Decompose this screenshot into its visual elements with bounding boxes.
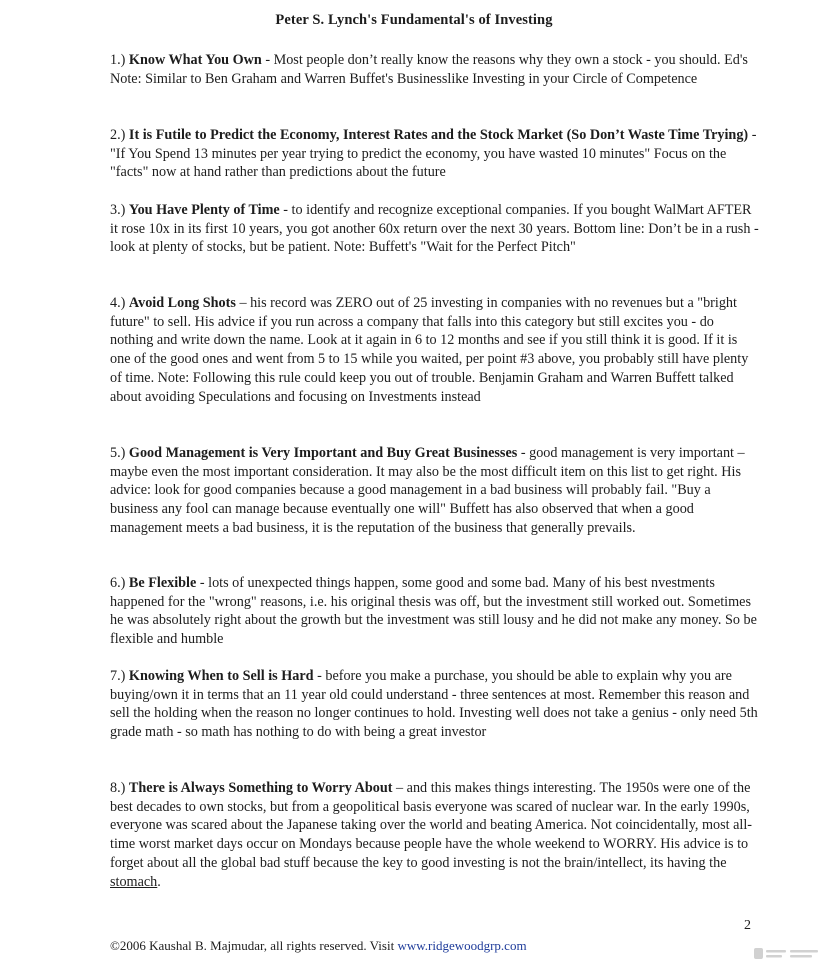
- item-body: - lots of unexpected things happen, some good and some bad. Many of his best nvestments happened for the "wrong" reasons, i.e. his original thesis was off, but the investment still worked out. Sometimes he was absolutely right about the growth but the investment was still lousy and he did not make any money. So be flexible and humble: [110, 575, 757, 648]
- list-item-4: [110, 294, 760, 406]
- page-title: Peter S. Lynch's Fundamental's of Investing: [275, 12, 553, 28]
- item-body: - good management is very important – maybe even the most important consideration. It may also be the most difficult item on this list to get right. His advice: look for good companies because a good management in a bad business will probably fail. "Buy a business any fool can manage because eventually one will" Buffett has also observed that when a good management meets a bad business, it is the reputation of the business that generally prevails.: [110, 445, 745, 536]
- item-end: .: [157, 873, 161, 890]
- item-number: 7.): [110, 668, 126, 684]
- item-body: - Most people don’t really know the reasons why they own a stock - you should. Ed's Note: Similar to Ben Graham and Warren Buffet's Businesslike Investing in your Circle of Competence: [110, 52, 748, 87]
- list-item-1: [110, 51, 760, 88]
- item-body: - before you make a purchase, you should be able to explain why you are buying/own it in terms that an 11 year old could understand - three sentences at most. Remember this reason and sell the holding when the reason no longer continues to hold. Investing well does not take a genius - only need 5th grade math - so math has nothing to do with being a great investor: [110, 668, 758, 741]
- watermark-icon: [753, 944, 821, 964]
- list-item-7: [110, 667, 760, 742]
- list-item-5: [110, 444, 760, 538]
- item-number: 1.): [110, 52, 126, 68]
- item-number: 2.): [110, 127, 126, 143]
- item-heading: It is Futile to Predict the Economy, Interest Rates and the Stock Market (So Don’t Waste Time Trying): [128, 127, 749, 143]
- item-body: - "If You Spend 13 minutes per year trying to predict the economy, you have wasted 10 minutes" Focus on the "facts" now at hand rather than predictions about the future: [110, 127, 757, 181]
- item-heading: Know What You Own: [128, 52, 262, 68]
- list-item-8: [110, 779, 760, 891]
- item-heading: You Have Plenty of Time: [128, 202, 280, 218]
- item-number: 6.): [110, 575, 126, 591]
- item-heading: There is Always Something to Worry About: [128, 780, 393, 796]
- footer-copyright: ©2006 Kaushal B. Majmudar, all rights reserved. Visit: [110, 938, 398, 953]
- list-item-6: [110, 574, 760, 649]
- item-number: 4.): [110, 295, 126, 311]
- list-item-2: [110, 126, 760, 182]
- item-body: – and this makes things interesting. The 1950s were one of the best decades to own stocks, but from a geopolitical basis everyone was scared of nuclear war. In the early 1990s, everyone was scared about the Japanese taking over the world and beating America. Not coincidentally, most all-time worst market days occur on Mondays because people have the whole weekend to WORRY. His advice is to forget about all the global bad stuff because the key to good investing is not the brain/intellect, its having the: [110, 780, 753, 871]
- item-number: 5.): [110, 445, 126, 461]
- item-body: – his record was ZERO out of 25 investing in companies with no revenues but a "bright future" to sell. His advice if you run across a company that falls into this category but still excites you - do nothing and write down the name. Look at it again in 6 to 12 months and see if you still think it is good. If it is one of the good ones and went from 5 to 15 while you waited, per point #3 above, you probably still have plenty of time. Note: Following this rule could keep you out of trouble. Benjamin Graham and Warren Buffett talked about avoiding Speculations and focusing on Investments instead: [110, 295, 749, 405]
- item-body: - to identify and recognize exceptional companies. If you bought WalMart AFTER it rose 10x in its first 10 years, you got another 60x return over the next 30 years. Bottom line: Don’t be in a rush - look at plenty of stocks, but be patient. Note: Buffett's "Wait for the Perfect Pitch": [110, 202, 759, 256]
- list-item-3: [110, 201, 760, 257]
- item-heading: Avoid Long Shots: [128, 295, 236, 311]
- item-number: 3.): [110, 202, 126, 218]
- item-heading: Knowing When to Sell is Hard: [128, 668, 314, 684]
- item-heading: Good Management is Very Important and Buy Great Businesses: [128, 445, 518, 461]
- footer-link[interactable]: www.ridgewoodgrp.com: [397, 938, 527, 953]
- footer: [110, 938, 527, 954]
- page-number: 2: [744, 918, 751, 933]
- item-number: 8.): [110, 780, 126, 796]
- item-heading: Be Flexible: [128, 575, 197, 591]
- underlined-word: stomach: [110, 873, 158, 890]
